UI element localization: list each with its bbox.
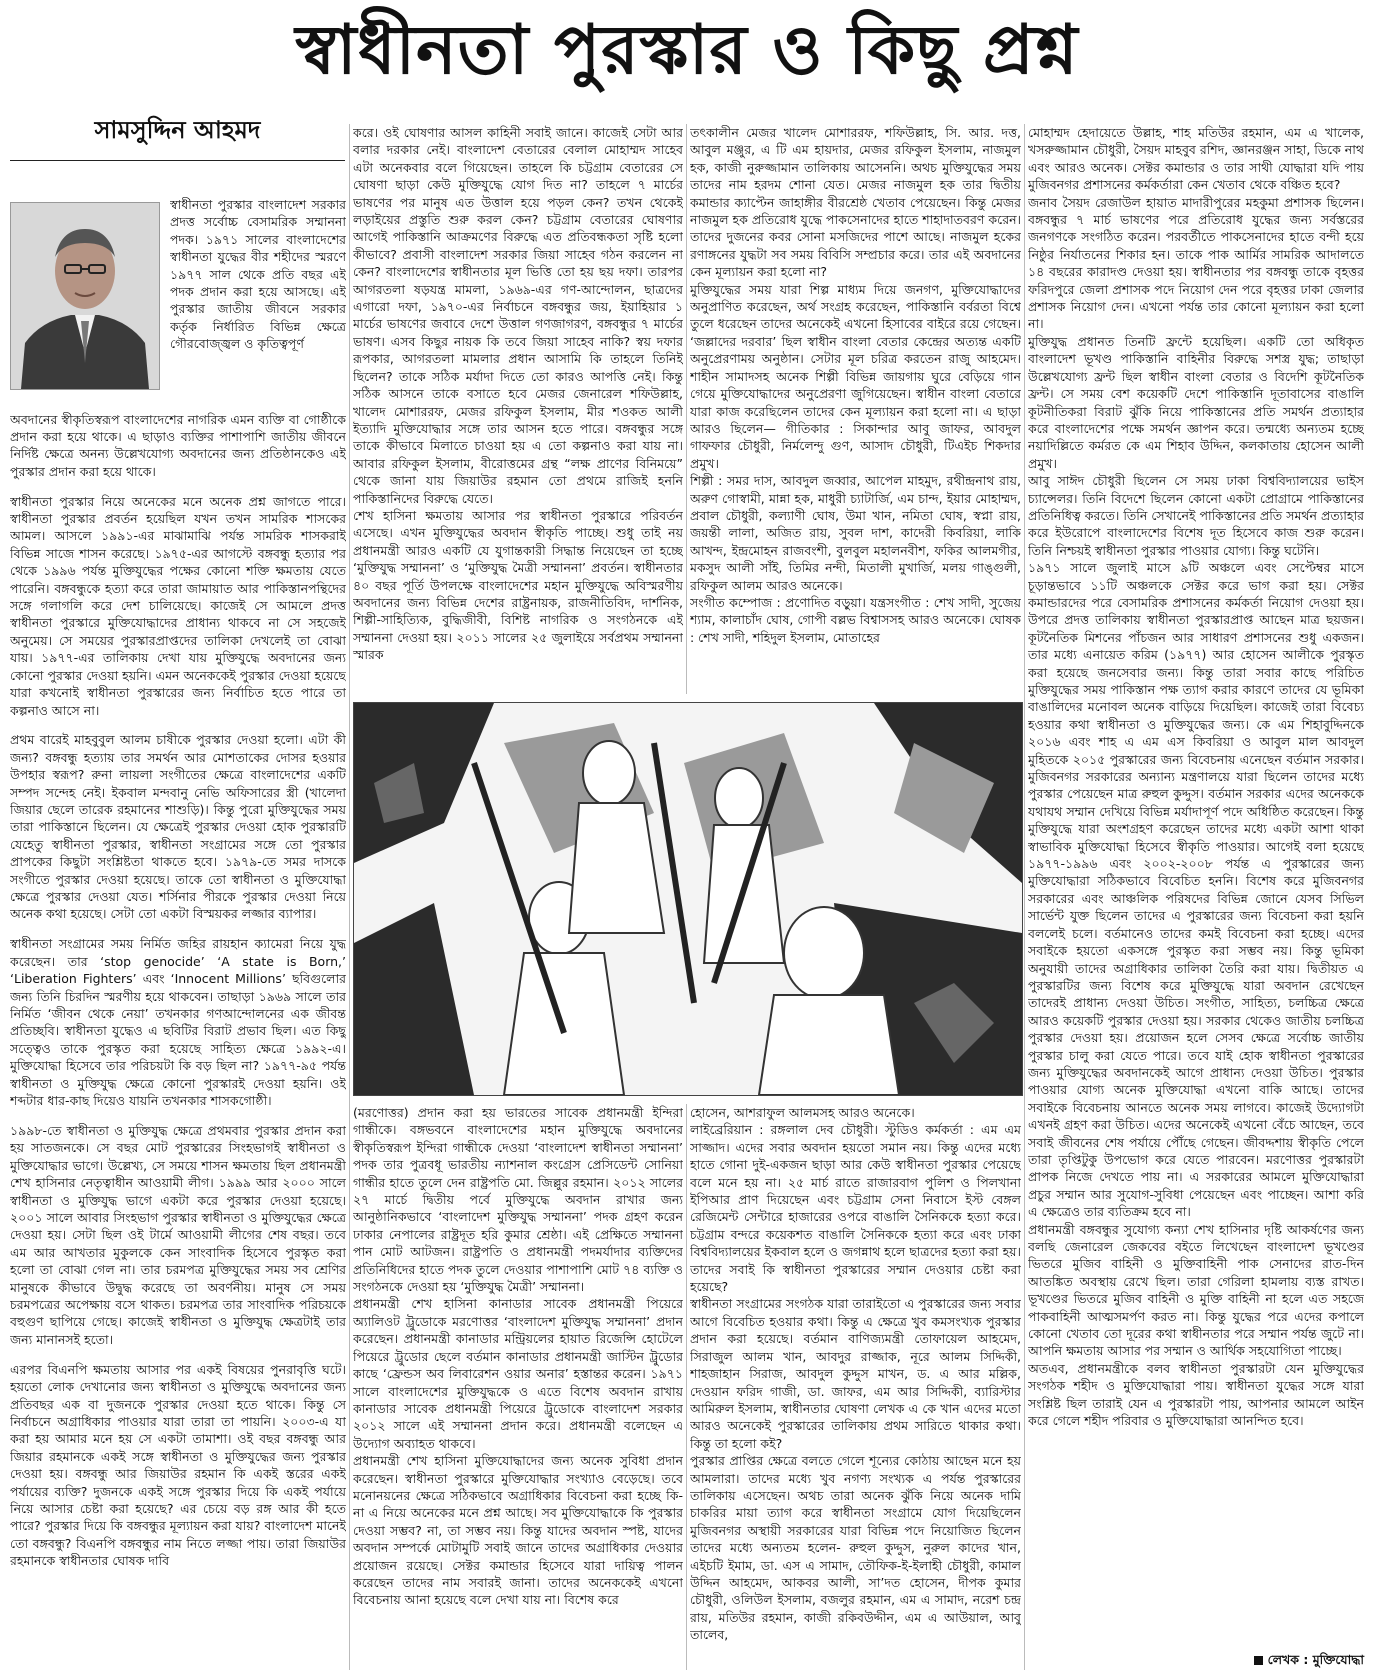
paragraph: ১৯৯৮-তে স্বাধীনতা ও মুক্তিযুদ্ধ ক্ষেত্রে প্রথমবার পুরস্কার প্রদান করা হয় সাতজনকে। সে বছর মোট পুরস্কারের সিংহভাগই স্বাধীনতা ও মুক্তিযোদ্ধার ভাগে। উল্লেখ্য, সে সময়ে শাসন ক্ষমতায় ছিল প্রধানমন্ত্রী শেখ হাসিনার নেতৃত্বাধীন আওয়ামী লীগ। ১৯৯৯ আর ২০০০ সালে স্বাধীনতা ও মুক্তিযুদ্ধ ভাগে একটা করে পুরস্কার দেওয়া হয়েছে। ২০০১ সালে আবার সিংহভাগ পুরস্কার স্বাধীনতা ও মুক্তিযুদ্ধের ক্ষেত্রে দেওয়া হয়। সেটা ছিল ওই টার্মে আওয়ামী লীগের শেষ বছর। তবে এম আর আখতার মুকুলকে কেন সাংবাদিক হিসেবে পুরস্কৃত করা হলো তা বোঝা গেল না। তার চরমপত্র মুক্তিযুদ্ধের সময় সব শ্রেণির মানুষকে কীভাবে উদ্বুদ্ধ করেছে তা অবর্ণনীয়। মানুষ সে সময় চরমপত্রের অপেক্ষায় বসে থাকত। চরমপত্র তার সাংবাদিক পরিচয়কে বহুগুণ ছাপিয়ে গেছে। কাজেই স্বাধীনতা ও মুক্তিযুদ্ধ ক্ষেত্রটাই তার জন্য মানানসই হতো। [10, 1122, 346, 1347]
column-divider [1024, 124, 1025, 1670]
paragraph: এরপর বিএনপি ক্ষমতায় আসার পর একই বিষয়ের পুনরাবৃত্তি ঘটে। হয়তো লোক দেখানোর জন্য স্বাধীনতা ও মুক্তিযুদ্ধে অবদানের জন্য প্রতিবছর এক বা দুজনকে পুরস্কার দেওয়া হতে থাকে। কিন্তু সে নির্বাচনে অগ্রাধিকার পাওয়ার যারা তারা তা পায়নি। ২০০৩-এ যা করা হয় আমার মনে হয় সে একটা তামাশা। ওই বছর বঙ্গবন্ধু আর জিয়ার রহমানকে একই সঙ্গে স্বাধীনতা ও মুক্তিযুদ্ধের জন্য পুরস্কার দেওয়া হয়। বঙ্গবন্ধু আর জিয়াউর রহমান কি একই স্তরের একই পর্যায়ের ব্যক্তি? দুজনকে একই সঙ্গে পুরস্কার দিয়ে কি একই পর্যায়ে নিয়ে আসার চেষ্টা করা হয়েছে? এর চেয়ে বড় রঙ্গ আর কী হতে পারে? পুরস্কার দিয়ে কি বঙ্গবন্ধুর মূল্যায়ন করা যায়? বাংলাদেশ মানেই তো বঙ্গবন্ধু? বিএনপি বঙ্গবন্ধুর নাম নিতে লজ্জা পায়। তারা জিয়াউর রহমানকে স্বাধীনতার ঘোষক দাবি [10, 1361, 346, 1569]
column-3-bottom: হোসেন, আশরাফুল আলমসহ আরও অনেকে। লাইব্রেরিয়ান : রঙ্গলাল দেব চৌধুরী। স্টুডিও কর্মকর্তা : এম এম সাজ্জাদ। এদের সবার অবদান হয়তো সমান নয়। কিন্তু এদের মধ্যে হাতে গোনা দুই-একজন ছাড়া আর কেউ স্বাধীনতা পুরস্কার পেয়েছে বলে মনে হয় না। ২৫ মার্চ রাতে রাজারবাগ পুলিশ ও পিলখানা ইপিআর প্রাণ দিয়েছেন এবং চট্টগ্রাম সেনা নিবাসে ইস্ট বেঙ্গল রেজিমেন্ট সেন্টারে হাজারের ওপরে বাঙালি সৈনিককে হত্যা করে। চট্টগ্রাম বন্দরে কয়েকশত বাঙালি সৈনিককে হত্যা করে এবং ঢাকা বিশ্ববিদ্যালয়ের ইকবাল হলে ও জগন্নাথ হলে ছাত্রদের হত্যা করা হয়। তাদের সবাই কি স্বাধীনতা পুরস্কারের সম্মান দেওয়ার চেষ্টা করা হয়েছে? স্বাধীনতা সংগ্রামের সংগঠক যারা তারাইতো এ পুরস্কারের জন্য সবার আগে বিবেচিত হওয়ার কথা। কিন্তু এ ক্ষেত্রে খুব কমসংখ্যক পুরস্কার প্রদান করা হয়েছে। বর্তমান বাণিজ্যমন্ত্রী তোফায়েল আহমেদ, সিরাজুল আলম খান, আবদুর রাজ্জাক, নূরে আলম সিদ্দিকী, শাহজাহান সিরাজ, আবদুল কুদ্দুস মাখন, ড. এ আর মল্লিক, দেওয়ান ফরিদ গাজী, ডা. জাফর, এম আর সিদ্দিকী, ব্যারিস্টার আমিরুল ইসলাম, স্বাধীনতার ঘোষণা লেখক এ কে খান এদের মতো আরও অনেকেই পুরস্কারের তালিকায় প্রথম সারিতে থাকার কথা। কিন্তু তা হলো কই? পুরস্কার প্রাপ্তির ক্ষেত্রে বলতে গেলে শূন্যের কোঠায় আছেন মনে হয় আমলারা। তাদের মধ্যে খুব নগণ্য সংখ্যক এ পর্যন্ত পুরস্কারের তালিকায় এসেছেন। অথচ তারা অনেক ঝুঁকি নিয়ে অনেক দামি চাকরির মায়া ত্যাগ করে স্বাধীনতা সংগ্রামে যোগ দিয়েছিলেন মুজিবনগর অস্থায়ী সরকারের যারা বিভিন্ন পদে নিয়োজিত ছিলেন তাদের মধ্যে অন্যতম হলেন- রুহুল কুদ্দুস, নুরুল কাদের খান, এইচটি ইমাম, ডা. এস এ সামাদ, তৌফিক-ই-ইলাহী চৌধুরী, কামাল উদ্দিন আহমেদ, আকবর আলী, সা’দত হোসেন, দীপক কুমার চৌধুরী, ওলিউল ইসলাম, বজলুর রহমান, এম এ সামাদ, নরেশ চন্দ্র রায়, মতিউর রহমান, কাজী রকিবউদ্দীন, এম এ আউয়াল, আবু তালেব, [690, 1105, 1021, 1643]
column-2-bottom: (মরণোত্তর) প্রদান করা হয় ভারতের সাবেক প্রধানমন্ত্রী ইন্দিরা গান্ধীকে। বঙ্গভবনে বাংলাদেশের মহান মুক্তিযুদ্ধে অবদানের স্বীকৃতিস্বরূপ ইন্দিরা গান্ধীকে দেওয়া ‘বাংলাদেশ স্বাধীনতা সম্মাননা’ পদক তার পুত্রবধূ ভারতীয় ন্যাশনাল কংগ্রেস প্রেসিডেন্ট সোনিয়া গান্ধীর হাতে তুলে দেন রাষ্ট্রপতি মো. জিল্লুর রহমান। ২০১২ সালের ২৭ মার্চে দ্বিতীয় পর্বে মুক্তিযুদ্ধে অবদান রাখার জন্য আনুষ্ঠানিকভাবে ‘বাংলাদেশ মুক্তিযুদ্ধ সম্মাননা’ পদক গ্রহণ করেন ঢাকার নেপালের রাষ্ট্রদূত হরি কুমার শ্রেষ্ঠা। এই প্রেক্ষিতে সম্মাননা পান মোট আটজন। রাষ্ট্রপতি ও প্রধানমন্ত্রী পদমর্যাদার ব্যক্তিদের প্রতিনিধিদের হাতে পদক তুলে দেওয়ার পাশাপাশি মোট ৭৪ ব্যক্তি ও সংগঠনকে দেওয়া হয় ‘মুক্তিযুদ্ধ মৈত্রী’ সম্মাননা। প্রধানমন্ত্রী শেখ হাসিনা কানাডার সাবেক প্রধানমন্ত্রী পিয়েরে অ্যালিওট ট্রুডোকে মরণোত্তর ‘বাংলাদেশ মুক্তিযুদ্ধ সম্মাননা’ প্রদান করেছেন। প্রধানমন্ত্রী কানাডার মন্ট্রিয়লের হায়াত রিজেন্সি হোটেলে পিয়েরে ট্রুডোর ছেলে বর্তমান কানাডার প্রধানমন্ত্রী জাস্টিন ট্রুডোর কাছে ‘ফ্রেন্ডস অব লিবারেশন ওয়ার অনার’ হস্তান্তর করেন। ১৯৭১ সালে বাংলাদেশের মুক্তিযুদ্ধকে ও এতে বিশেষ অবদান রাখায় কানাডার সাবেক প্রধানমন্ত্রী পিয়েরে ট্রুডোকে বাংলাদেশ সরকার ২০১২ সালে এই সম্মাননা প্রদান করে। প্রধানমন্ত্রী বলেছেন এ উদ্যোগ অব্যাহত থাকবে। প্রধানমন্ত্রী শেখ হাসিনা মুক্তিযোদ্ধাদের জন্য অনেক সুবিধা প্রদান করেছেন। স্বাধীনতা পুরস্কারে মুক্তিযোদ্ধার সংখ্যাও বেড়েছে। তবে মনোনয়নের ক্ষেত্রে সঠিকভাবে অগ্রাধিকার বিবেচনা করা হচ্ছে কি-না এ নিয়ে অনেকের মনে প্রশ্ন আছে। সব মুক্তিযোদ্ধাকে কি পুরস্কার দেওয়া সম্ভব? না, তা সম্ভব নয়। কিন্তু যাদের অবদান স্পষ্ট, যাদের অবদান সম্পর্কে মোটামুটি সবাই জানে তাদের অগ্রাধিকার দেওয়ার প্রয়োজন রয়েছে। সেক্টর কমান্ডার হিসেবে যারা দায়িত্ব পালন করেছেন তাদের নাম সবারই জানা। তাদের অনেককেই এখনো বিবেচনায় আনা হয়েছে বলে দেখা যায় না। বিশেষ করে [353, 1105, 683, 1608]
lead-paragraph: স্বাধীনতা পুরস্কার বাংলাদেশ সরকার প্রদত্ত সর্বোচ্চ বেসামরিক সম্মাননা পদক। ১৯৭১ সালের বাংলাদেশের স্বাধীনতা যুদ্ধের বীর শহীদের স্মরণে ১৯৭৭ সাল থেকে প্রতি বছর এই পদক প্রদান করা হয়ে আসছে। এই পুরস্কার জাতীয় জীবনে সরকার কর্তৃক নির্ধারিত বিভিন্ন ক্ষেত্রে গৌরবোজ্জ্বল ও কৃতিত্বপূর্ণ [170, 197, 346, 352]
mosaic-mural-image [354, 703, 1022, 1095]
author-note [1028, 1652, 1364, 1672]
column-divider [349, 124, 350, 1670]
paragraph: অবদানের স্বীকৃতিস্বরূপ বাংলাদেশের নাগরিক এমন ব্যক্তি বা গোষ্ঠীকে প্রদান করা হয়ে থাকে। এ ছাড়াও ব্যক্তির পাশাপাশি জাতীয় জীবনে নির্দিষ্ট ক্ষেত্রে অনন্য উল্লেখযোগ্য অবদানের জন্য প্রতিষ্ঠানকেও এই পুরস্কার প্রদান করা হয়ে থাকে। [10, 411, 346, 479]
column-3-top: তৎকালীন মেজর খালেদ মোশাররফ, শফিউল্লাহ, সি. আর. দত্ত, আবুল মঞ্জুর, এ টি এম হায়দার, মেজর রফিকুল ইসলাম, নাজমুল হক, কাজী নুরুজ্জামান তালিকায় আসেননি। অথচ মুক্তিযুদ্ধের সময় তাদের নাম হরদম শোনা যেত। মেজর নাজমুল হক তার দ্বিতীয় কমান্ডার ক্যাপ্টেন জাহাঙ্গীর বীরশ্রেষ্ঠ খেতাব পেয়েছেন। কিন্তু মেজর নাজমুল হক প্রতিরোধ যুদ্ধে পাকসেনাদের হাতে শাহাদাতবরণ করেন। তাদের দুজনের কবর সোনা মসজিদের পাশে আছে। নাজমুল হকের রণাঙ্গনের যুদ্ধটা সব সময় বিবিসি সম্প্রচার করে। তার এই অবদানের কেন মূল্যায়ন করা হলো না? মুক্তিযুদ্ধের সময় যারা শিল্প মাধ্যম দিয়ে জনগণ, মুক্তিযোদ্ধাদের অনুপ্রাণিত করেছেন, অর্থ সংগ্রহ করেছেন, পাকিস্তানি বর্বরতা বিশ্বে তুলে ধরেছেন তাদের অনেকেই এখনো হিসাবের বাইরে রয়ে গেছেন। ‘জল্লাদের দরবার’ ছিল স্বাধীন বাংলা বেতার কেন্দ্রের অত্যন্ত একটি অনুপ্রেরণাময় অনুষ্ঠান। সেটার মূল চরিত্র করতেন রাজু আহমেদ। শাহীন সামাদসহ অনেক শিল্পী বিভিন্ন জায়গায় ঘুরে বেড়িয়ে গান গেয়ে মুক্তিযোদ্ধাদের অনুপ্রেরণা জুগিয়েছেন। স্বাধীন বাংলা বেতারে যারা কাজ করেছিলেন তাদের কেন মূল্যায়ন করা হলো না। এ ছাড়া আরও ছিলেন— গীতিকার : সিকান্দার আবু জাফর, আবদুল গাফফার চৌধুরী, নির্মলেন্দু গুণ, আসাদ চৌধুরী, টিএইচ শিকদার প্রমুখ। শিল্পী : সমর দাস, আবদুল জব্বার, আপেল মাহমুদ, রথীন্দ্রনাথ রায়, অরুণ গোস্বামী, মান্না হক, মাধুরী চ্যাটার্জি, এম চান্দ, ইয়ার মোহাম্মদ, প্রবাল চৌধুরী, কল্যাণী ঘোষ, উমা খান, নমিতা ঘোষ, স্বপ্না রায়, জয়ন্তী লালা, অজিত রায়, সুবল দাশ, কাদেরী কিবরিয়া, লাকি আখন্দ, ইন্দ্রমোহন রাজবংশী, বুলবুল মহালনবীশ, ফকির আলমগীর, মকসুদ আলী সাঁই, তিমির নন্দী, মিতালী মুখার্জি, মলয় গাঙ্গুলী, রফিকুল আলম আরও অনেকে। সংগীত কম্পোজ : প্রণোদিত বড়ুয়া। যন্ত্রসংগীত : শেখ সাদী, সুজেয় শ্যাম, কালাচাঁদ ঘোষ, গোপী বল্লভ বিশ্বাসসহ আরও অনেকে। ঘোষক : শেখ সাদী, শহিদুল ইসলাম, মোতাহের [690, 125, 1021, 645]
author-portrait-icon [11, 203, 159, 389]
mural-illustration [353, 702, 1023, 1096]
column-4: মোহাম্মদ হেদায়েতে উল্লাহ, শাহ মতিউর রহমান, এম এ খালেক, খসরুজ্জামান চৌধুরী, সৈয়দ মাহবুব রশিদ, জ্ঞানরঞ্জন সাহা, ডিকে নাথ এবং আরও অনেক। সেক্টর কমান্ডার ও তার সাথী যোদ্ধারা যদি পায় মুজিবনগর প্রশাসনের কর্মকর্তারা কেন খেতাব থেকে বঞ্চিত হবে? জনাব সৈয়দ রেজাউল হায়াত মাদারীপুরের মহকুমা প্রশাসক ছিলেন। বঙ্গবন্ধুর ৭ মার্চ ভাষণের পরে প্রতিরোধ যুদ্ধের জন্য সর্বস্তরের জনগণকে সংগঠিত করেন। পরবর্তীতে পাকসেনাদের হাতে বন্দী হয়ে নিষ্ঠুর নির্যাতনের শিকার হন। তাকে পাক আর্মির সামরিক আদালতে ১৪ বছরের কারাদণ্ড দেওয়া হয়। স্বাধীনতার পর বঙ্গবন্ধু তাকে বৃহত্তর ফরিদপুরে জেলা প্রশাসক পদে নিয়োগ দেন পরে বৃহত্তর ঢাকা জেলার প্রশাসক নিয়োগ দেন। এখনো পর্যন্ত তার কোনো মূল্যায়ন করা হলো না। মুক্তিযুদ্ধ প্রধানত তিনটি ফ্রন্টে হয়েছিল। একটি তো অধিকৃত বাংলাদেশ ভূখণ্ড পাকিস্তানি বাহিনীর বিরুদ্ধে সশস্ত্র যুদ্ধ; তাছাড়া উল্লেখযোগ্য ফ্রন্ট ছিল স্বাধীন বাংলা বেতার ও বিদেশি কূটনৈতিক ফ্রন্ট। সে সময় বেশ কয়েকটি দেশে পাকিস্তানি দূতাবাসের বাঙালি কূটনীতিকরা বিরাট ঝুঁকি নিয়ে পাকিস্তানের প্রতি সমর্থন প্রত্যাহার করে বাংলাদেশের পক্ষে সমর্থন জ্ঞাপন করে। তন্মধ্যে অন্যতম হচ্ছে নয়াদিল্লিতে কর্মরত কে এম শিহাব উদ্দিন, কলকাতায় হোসেন আলী প্রমুখ। আবু সাঈদ চৌধুরী ছিলেন সে সময় ঢাকা বিশ্ববিদ্যালয়ের ভাইস চ্যান্সেলর। তিনি বিদেশে ছিলেন কোনো একটা প্রোগ্রামে পাকিস্তানের প্রতিনিধিত্ব করতে। তিনি সেখানেই পাকিস্তানের প্রতি সমর্থন প্রত্যাহার করে ইউরোপে বাংলাদেশের বিশেষ দূত হিসেবে কাজ শুরু করেন। তিনি নিশ্চয়ই স্বাধীনতা পুরস্কার পাওয়ার যোগ্য। কিন্তু ঘটেনি। ১৯৭১ সালে জুলাই মাসে ৯টি অঞ্চলে এবং সেপ্টেম্বর মাসে চূড়ান্তভাবে ১১টি অঞ্চলকে সেক্টর করে ভাগ করা হয়। সেক্টর কমান্ডারদের পরে বেসামরিক প্রশাসনের কর্মকর্তা নিয়োগ দেওয়া হয়। উপরে প্রদত্ত তালিকায় স্বাধীনতা পুরস্কারপ্রাপ্ত আছেন মাত্র ছয়জন। কূটনৈতিক মিশনের পাঁচজন আর সাধারণ প্রশাসনের শুধু একজন। তার মধ্যে এনায়েত করিম (১৯৭৭) আর হোসেন আলীকে পুরস্কৃত করা হয়েছে জনসেবার জন্য। কিন্তু তারা সবার কাছে পরিচিত মুক্তিযুদ্ধের সময় পাকিস্তান পক্ষ ত্যাগ করার কারণে তাদের যে ভূমিকা বাঙালিদের মনোবল অনেক বাড়িয়ে দিয়েছিল। কাজেই তারা বিবেচ্য হওয়ার কথা স্বাধীনতা ও মুক্তিযুদ্ধের জন্য। কে এম শিহাবুদ্দিনকে ২০১৬ এবং শাহ এ এম এস কিবরিয়া ও আবুল মাল আবদুল মুহিতকে ২০১৫ পুরস্কারের জন্য বিবেচনায় এনেছেন বর্তমান সরকার। মুজিবনগর সরকারের অন্যান্য মন্ত্রণালয়ে যারা ছিলেন তাদের মধ্যে পুরস্কার পেয়েছেন মাত্র রুহুল কুদ্দুস। বর্তমান সরকার এদের অনেককে যথাযথ সম্মান দেখিয়ে বিভিন্ন মর্যাদাপূর্ণ পদে অধিষ্ঠিত করেছেন। কিন্তু মুক্তিযুদ্ধে যারা অংশগ্রহণ করেছেন তাদের মধ্যে একটা আশা থাকা স্বাভাবিক মুক্তিযোদ্ধা হিসেবে স্বীকৃতি পাওয়ার। আগেই বলা হয়েছে ১৯৭৭-১৯৯৬ এবং ২০০২-২০০৮ পর্যন্ত এ পুরস্কারের জন্য মুক্তিযোদ্ধারা সঠিকভাবে বিবেচিত হননি। বিশেষ করে মুজিবনগর সরকারের এবং আঞ্চলিক পরিষদের বিভিন্ন জোনে যেসব সিভিল সার্ভেন্ট যুক্ত ছিলেন তাদের এ পুরস্কারের জন্য বিবেচনা করা হয়নি বললেই চলে। বর্তমানেও তাদের কমই বিবেচনা করা হচ্ছে। এদের সবাইকে হয়তো একসঙ্গে পুরস্কৃত করা সম্ভব নয়। কিন্তু ভূমিকা অনুযায়ী তাদের অগ্রাধিকার তালিকা তৈরি করা যায়। দ্বিতীয়ত এ পুরস্কারটির জন্য বিশেষ করে মুক্তিযুদ্ধে যারা অবদান রেখেছেন তাদেরই প্রাধান্য দেওয়া উচিত। সংগীত, সাহিত্য, চলচ্চিত্র ক্ষেত্রে আরও কয়েকটি পুরস্কার দেওয়া হয়। সরকার থেকেও জাতীয় চলচ্চিত্র পুরস্কার দেওয়া হয়। প্রয়োজন হলে সেসব ক্ষেত্রে সর্বোচ্চ জাতীয় পুরস্কার চালু করা যেতে পারে। তবে যাই হোক স্বাধীনতা পুরস্কারের জন্য মুক্তিযুদ্ধের অবদানকেই আগে প্রাধান্য দেওয়া উচিত। পুরস্কার পাওয়ার যোগ্য অনেক মুক্তিযোদ্ধা এখনো বাকি আছে। তাদের সবাইকে বিবেচনায় আনতে অনেক সময় লাগবে। কাজেই উদ্যোগটা এখনই গ্রহণ করা উচিত। এদের অনেকেই এখনো বেঁচে আছেন, তবে সবাই জীবনের শেষ পর্যায়ে পৌঁছে গেছেন। জীবদ্দশায় স্বীকৃতি পেলে তারা তৃপ্তিটুকু উপভোগ করে যেতে পারবেন। মরণোত্তর পুরস্কারটা প্রাপক নিজে দেখতে পায় না। এ সরকারের আমলে মুক্তিযোদ্ধারা প্রচুর সম্মান আর সুযোগ-সুবিধা পেয়েছেন এবং পাচ্ছেন। আশা করি এ ক্ষেত্রেও তার ব্যতিক্রম হবে না। প্রধানমন্ত্রী বঙ্গবন্ধুর সুযোগ্য কন্যা শেখ হাসিনার দৃষ্টি আকর্ষণের জন্য বলছি জেনারেল জেকবের বইতে লিখেছেন বাংলাদেশ ভূখণ্ডের ভিতরে মুজিব বাহিনী ও মুক্তিবাহিনী পাক সেনাদের রাত-দিন আতঙ্কিত অবস্থায় রেখে ছিল। তারা গেরিলা হামলায় ব্যস্ত রাখত। ভূখণ্ডের ভিতরে মুজিব বাহিনী ও মুক্তি বাহিনী না হলে এত সহজে পাকবাহিনী আত্মসমর্পণ করত না। কিন্তু যুদ্ধের পরে এদের কপালে কোনো খেতাব তো দূরের কথা স্বাধীনতার পরে সম্মান পর্যন্ত জুটে না। আপনি ক্ষমতায় আসার পর সম্মান ও আর্থিক সহযোগিতা পাচ্ছে। অতএব, প্রধানমন্ত্রীকে বলব স্বাধীনতা পুরস্কারটা যেন মুক্তিযুদ্ধের সংগঠক শহীদ ও মুক্তিযোদ্ধারা পায়। স্বাধীনতা যুদ্ধের সঙ্গে যারা সংশ্লিষ্ট ছিল তারাই যেন এ পুরস্কারটা পায়, আপনার আমলে আইন করে গেলে শহীদ পরিবার ও মুক্তিযোদ্ধারা আনন্দিত হবে। [1028, 125, 1364, 1429]
headline: স্বাধীনতা পুরস্কার ও কিছু প্রশ্ন [295, 10, 1079, 90]
paragraph: স্বাধীনতা পুরস্কার নিয়ে অনেকের মনে অনেক প্রশ্ন জাগতে পারে। স্বাধীনতা পুরস্কার প্রবর্তন হয়েছিল যখন তখন সামরিক শাসকের আমল। আসলে ১৯৯১-এর মাঝামাঝি পর্যন্ত সামরিক শাসকরাই বিভিন্ন সাজে শাসন করেছে। ১৯৭৫-এর আগস্টে বঙ্গবন্ধু হত্যার পর থেকে ১৯৯৬ পর্যন্ত মুক্তিযুদ্ধের পক্ষের কোনো শক্তি ক্ষমতায় যেতে পারেনি। বঙ্গবন্ধুকে হত্যা করে তারা জামায়াত আর পাকিস্তানপন্থিদের সঙ্গে গলাগলি করে দেশ চালিয়েছে। কাজেই সে আমলে প্রদত্ত স্বাধীনতা পুরস্কারে মুক্তিযোদ্ধাদের প্রাধান্য থাকবে না সে সহজেই অনুমেয়। সে সময়ের পুরস্কারপ্রাপ্তদের তালিকা দেখলেই তা বোঝা যায়। ১৯৭৭-এর তালিকায় দেখা যায় মুক্তিযুদ্ধে অবদানের জন্য কোনো পুরস্কার দেওয়া হয়নি। এমন অনেককেই পুরস্কার দেওয়া হয়েছে যারা কখনোই স্বাধীনতা পুরস্কারের জন্য নির্বাচিত হতে পারে তা কল্পনাও আসে না। [10, 493, 346, 718]
column-1-body [10, 398, 346, 1670]
column-divider [686, 1104, 687, 1670]
author-byline: সামসুদ্দিন আহমদ [10, 112, 345, 161]
paragraph: স্বাধীনতা সংগ্রামের সময় নির্মিত জহির রায়হান ক্যামেরা নিয়ে যুদ্ধ করেছেন। তার ‘stop genocide’ ‘A state is Born,’ ‘Liberation Fighters’ এবং ‘Innocent Millions’ ছবিগুলোর জন্য তিনি চিরদিন স্মরণীয় হয়ে থাকবেন। তাছাড়া ১৯৬৯ সালে তার নির্মিত ‘জীবন থেকে নেয়া’ তখনকার গণআন্দোলনের এক জীবন্ত প্রতিচ্ছবি। স্বাধীনতা যুদ্ধেও এ ছবিটির বিরাট প্রভাব ছিল। এত কিছু সত্ত্বেও তাকে পুরস্কৃত করা হয়েছে সাহিত্য ক্ষেত্রে ১৯৯২-এ। মুক্তিযোদ্ধা হিসেবে তার পরিচয়টা কি বড় ছিল না? ১৯৭৭-৯৫ পর্যন্ত স্বাধীনতা ও মুক্তিযুদ্ধ ক্ষেত্রে কোনো পুরস্কারই দেওয়া হয়নি। ওই শব্দটার ধার-কাছ দিয়েও যায়নি তখনকার শাসকগোষ্ঠী। [10, 936, 346, 1109]
author-photo [10, 202, 160, 390]
square-bullet-icon [1254, 1656, 1263, 1665]
column-divider [686, 124, 687, 694]
column-2-top: করে। ওই ঘোষণার আসল কাহিনী সবাই জানে। কাজেই সেটা আর বলার দরকার নেই। বাংলাদেশ বেতারের বেলাল মোহাম্মদ সাহেব এটা অনেকবার বলে গিয়েছেন। তাহলে কি চট্টগ্রাম বেতারের সে ঘোষণা ছাড়া কেউ মুক্তিযুদ্ধে যোগ দিত না? তাহলে ৭ মার্চের ভাষণের পর মানুষ এত উত্তাল হয়ে পড়ল কেন? তখন থেকেই লড়াইয়ের প্রস্তুতি শুরু করল কেন? চট্টগ্রাম বেতারের ঘোষণার আগেই পাকিস্তানি আক্রমণের বিরুদ্ধে এত প্রতিবন্ধকতা সৃষ্টি হলো কীভাবে? প্রবাসী বাংলাদেশ সরকার জিয়া সাহেব গঠন করলেন না কেন? বাংলাদেশের স্বাধীনতার মূল ভিত্তি তো হয় ছয় দফা। তারপর আগরতলা ষড়যন্ত্র মামলা, ১৯৬৯-এর গণ-আন্দোলন, ছাত্রদের এগারো দফা, ১৯৭০-এর নির্বাচনে বঙ্গবন্ধুর জয়, ইয়াহিয়ার ১ মার্চের ভাষণের জবাবে দেশে উত্তাল গণজাগরণ, বঙ্গবন্ধুর ৭ মার্চের ভাষণ। এসব কিছুর নায়ক কি তবে জিয়া সাহেব নাকি? স্বয় দফার রূপকার, আগরতলা মামলার প্রধান আসামি কি তাহলে তিনিই ছিলেন? তাকে সঠিক মর্যাদা দিতে তো কারও আপত্তি নেই। কিন্তু সঠিক আসনে তাকে বসাতে হবে মেজর জেনারেল শফিউল্লাহ, খালেদ মোশাররফ, মেজর রফিকুল ইসলাম, মীর শওকত আলী ইত্যাদি মুক্তিযোদ্ধার সঙ্গে তার আসন হতে পারে। বঙ্গবন্ধুর সঙ্গে তাকে কীভাবে মিলাতে চাওয়া হয় এ তো কল্পনাও করা যায় না। আবার রফিকুল ইসলাম, বীরোত্তমের গ্রন্থ “লক্ষ প্রাণের বিনিময়ে” থেকে জানা যায় জিয়াউর রহমান তো প্রথমে রাজিই হননি পাকিস্তানিদের বিরুদ্ধে যেতে। শেখ হাসিনা ক্ষমতায় আসার পর স্বাধীনতা পুরস্কারে পরিবর্তন এসেছে। এখন মুক্তিযুদ্ধের অবদান স্বীকৃতি পাচ্ছে। শুধু তাই নয় প্রধানমন্ত্রী আরও একটি যে যুগান্তকারী সিদ্ধান্ত নিয়েছেন তা হচ্ছে ‘মুক্তিযুদ্ধ সম্মাননা’ ও ‘মুক্তিযুদ্ধ মৈত্রী সম্মাননা’ প্রবর্তন। স্বাধীনতার ৪০ বছর পূর্তি উপলক্ষে বাংলাদেশের মহান মুক্তিযুদ্ধে অবিস্মরণীয় অবদানের জন্য বিভিন্ন দেশের রাষ্ট্রনায়ক, রাজনীতিবিদ, দার্শনিক, শিল্পী-সাহিত্যিক, বুদ্ধিজীবী, বিশিষ্ট নাগরিক ও সংগঠনকে এই সম্মাননা দেওয়া হয়। ২০১১ সালের ২৫ জুলাইয়ে সর্বপ্রথম সম্মাননা স্মারক [353, 125, 683, 663]
author-note-text: লেখক : মুক্তিযোদ্ধা [1267, 1652, 1364, 1667]
paragraph: প্রথম বারেই মাহবুবুল আলম চাষীকে পুরস্কার দেওয়া হলো। এটা কী জন্য? বঙ্গবন্ধু হত্যায় তার সমর্থন আর মোশতাকের দোসর হওয়ার উপহার স্বরূপ? রুনা লায়লা সংগীতের ক্ষেত্রে বাংলাদেশের একটি সম্পদ সন্দেহ নেই। ইকবাল মন্দবানু নেভি অফিসারের স্ত্রী (খালেদা জিয়ার ছেলে তারেক রহমানের শাশুড়ি)। কিন্তু পুরো মুক্তিযুদ্ধের সময় তারা পাকিস্তানে ছিলেন। যে ক্ষেত্রেই পুরস্কার দেওয়া হোক পুরস্কারটি যেহেতু স্বাধীনতা পুরস্কার, স্বাধীনতা সংগ্রামের সঙ্গে তো পুরস্কার প্রাপকের কিছুটা সংশ্লিষ্টতা থাকতে হবে। ১৯৭৯-তে সমর দাসকে সংগীতে পুরস্কার দেওয়া হয়েছে। তাকে তো স্বাধীনতা ও মুক্তিযোদ্ধা ক্ষেত্রে পুরস্কার দেওয়া যেত। শর্সিনার পীরকে পুরস্কার দেওয়া নিয়ে অনেক কথা হয়েছে। সেটা তো একটা বিস্ময়কর লজ্জার ব্যাপার। [10, 732, 346, 922]
